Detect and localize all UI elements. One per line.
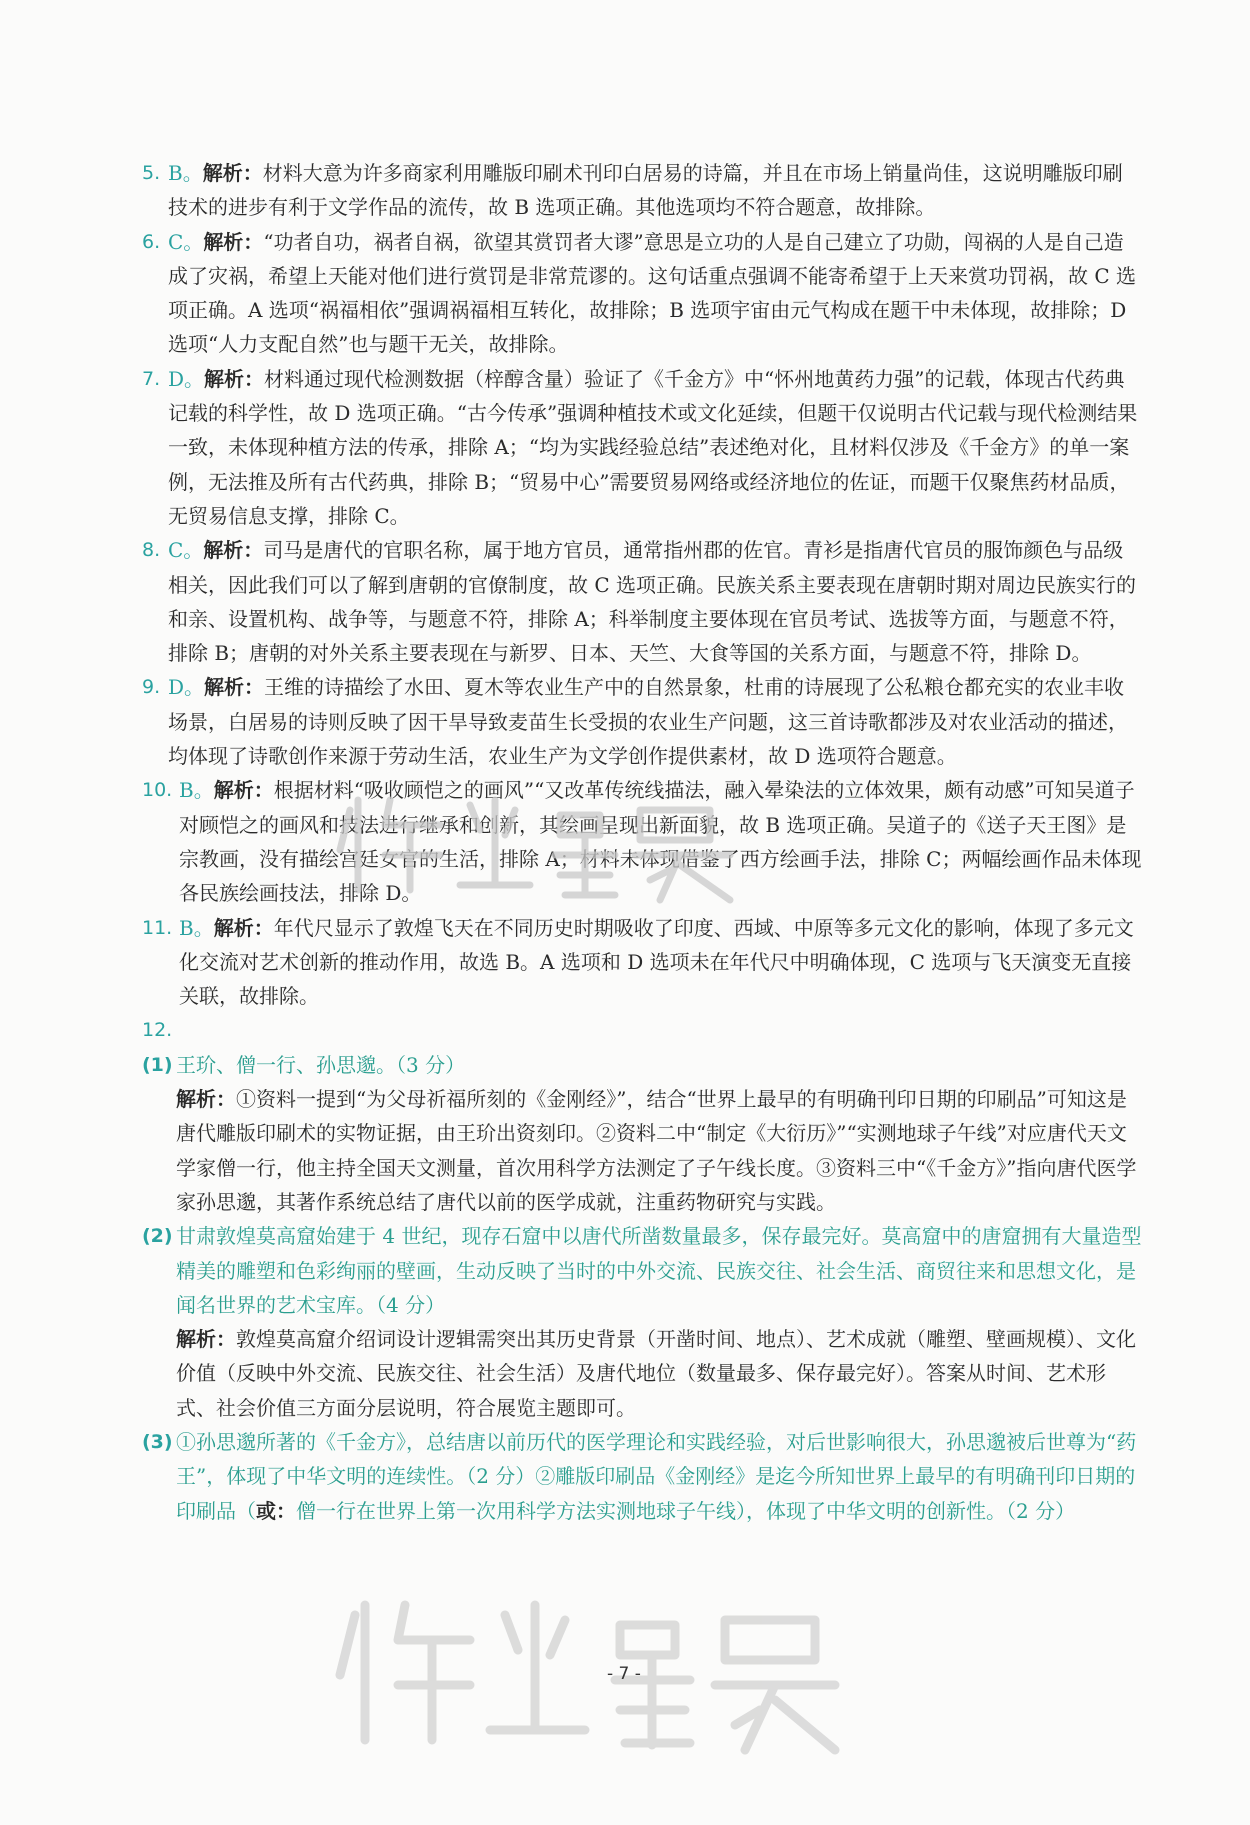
answer-choice: D。	[168, 675, 205, 700]
part-number: (3)	[142, 1430, 173, 1453]
q12-part-1-analysis	[142, 1082, 1142, 1219]
analysis-text: 年代尺显示了敦煌飞天在不同历史时期吸收了印度、西域、中原等多元文化的影响，体现了多元文化交流对艺术创新的推动作用，故选 B。A 选项和 D 选项未在年代尺中明确体现，C 选项与飞天演变无直接关联，故排除。	[179, 915, 1134, 1009]
analysis-label: 解析：	[176, 1087, 236, 1112]
page-number: - 7 -	[607, 1664, 641, 1684]
analysis-label: 解析：	[213, 915, 274, 940]
analysis-text: 王维的诗描绘了水田、夏木等农业生产中的自然景象，杜甫的诗展现了公私粮仓都充实的农业丰收场景，白居易的诗则反映了因干旱导致麦苗生长受损的农业生产问题，这三首诗歌都涉及对农业活动的描述，均体现了诗歌创作来源于劳动生活，农业生产为文学创作提供素材，故 D 选项符合题意。	[168, 675, 1128, 769]
question-number: 5.	[142, 162, 161, 184]
answer-item-6	[142, 225, 1142, 362]
answer-choice: D。	[168, 366, 205, 391]
question-number: 12.	[142, 1019, 173, 1042]
analysis-text: 司马是唐代的官职名称，属于地方官员，通常指州郡的佐官。青衫是指唐代官员的服饰颜色与品级相关，因此我们可以了解到唐朝的官僚制度，故 C 选项正确。民族关系主要表现在唐朝时期对周边民族实行的和亲、设置机构、战争等，与题意不符，排除 A；科举制度主要体现在官员考试、选拔等方面，与题意不符，排除 B；唐朝的对外关系主要表现在与新罗、日本、天竺、大食等国的关系方面，与题意不符，排除 D。	[168, 538, 1137, 666]
analysis-label: 解析：	[204, 366, 265, 391]
analysis-label: 解析：	[204, 675, 265, 700]
part-answer	[176, 1425, 1142, 1528]
part-number: (2)	[142, 1225, 173, 1248]
analysis-text: “功者自功，祸者自祸，欲望其赏罚者大谬”意思是立功的人是自己建立了功勋，闯祸的人是自己造成了灾祸，希望上天能对他们进行赏罚是非常荒谬的。这句话重点强调不能寄希望于上天来赏功罚祸，故 C 选项正确。A 选项“祸福相依”强调祸福相互转化，故排除；B 选项宇宙由元气构成在题干中未体现，故排除；D 选项“人力支配自然”也与题干无关，故排除。	[168, 229, 1137, 357]
q12-part-1	[142, 1048, 1142, 1082]
analysis-text: 根据材料“吸收顾恺之的画风”“又改革传统线描法，融入晕染法的立体效果，颇有动感”可知吴道子对顾恺之的画风和技法进行继承和创新，其绘画呈现出新面貌，故 B 选项正确。吴道子的《送子天王图》是宗教画，没有描绘宫廷女官的生活，排除 A；材料未体现借鉴了西方绘画手法，排除 C；两幅绘画作品未体现各民族绘画技法，排除 D。	[179, 778, 1142, 906]
part-answer-a: ①孙思邈所著的《千金方》，总结唐以前历代的医学理论和实践经验，对后世影响很大，孙思邈被后世尊为“药王”，体现了中华文明的连续性。（2 分）②雕版印刷品《金刚经》是迄今所知世界上最早的有明确刊印日期的印刷品（	[176, 1429, 1137, 1523]
part-number: (1)	[142, 1053, 173, 1076]
q12-part-2-analysis	[142, 1322, 1142, 1425]
answer-item-11	[142, 911, 1142, 1014]
part-answer: 王玠、僧一行、孙思邈。（3 分）	[176, 1052, 466, 1077]
question-number: 10.	[142, 779, 173, 802]
q12-part-2	[142, 1219, 1142, 1322]
question-number: 11.	[142, 916, 173, 939]
analysis-text: ①资料一提到“为父母祈福所刻的《金刚经》”，结合“世界上最早的有明确刊印日期的印刷品”可知这是唐代雕版印刷术的实物证据，由王玠出资刻印。②资料二中“制定《大衍历》”“实测地球子午线”对应唐代天文学家僧一行，他主持全国天文测量，首次用科学方法测定了子午线长度。③资料三中“《千金方》”指向唐代医学家孙思邈，其著作系统总结了唐代以前的医学成就，注重药物研究与实践。	[176, 1087, 1137, 1214]
question-number: 8.	[142, 539, 161, 562]
answer-item-9	[142, 670, 1142, 773]
question-number: 9.	[142, 676, 161, 699]
answer-content	[142, 156, 1142, 1528]
answer-choice: B。	[179, 915, 214, 940]
answer-item-10	[142, 773, 1142, 910]
analysis-text: 材料大意为许多商家利用雕版印刷术刊印白居易的诗篇，并且在市场上销量尚佳，这说明雕版印刷技术的进步有利于文学作品的流传，故 B 选项正确。其他选项均不符合题意，故排除。	[168, 161, 1123, 220]
answer-choice: C。	[168, 538, 204, 563]
question-number: 7.	[142, 367, 161, 390]
part-answer-b: 僧一行在世界上第一次用科学方法实测地球子午线），体现了中华文明的创新性。（2 分）	[296, 1498, 1076, 1523]
analysis-label: 解析：	[203, 538, 264, 563]
answer-item-5	[142, 156, 1142, 225]
or-label: 或：	[256, 1498, 296, 1523]
q12-part-3	[142, 1425, 1142, 1528]
watermark-logo-bottom	[330, 1565, 850, 1765]
analysis-label: 解析：	[203, 229, 264, 254]
question-number: 6.	[142, 230, 161, 253]
answer-choice: B。	[179, 778, 214, 803]
analysis-label: 解析：	[213, 778, 274, 803]
analysis-text: 敦煌莫高窟介绍词设计逻辑需突出其历史背景（开凿时间、地点）、艺术成就（雕塑、壁画规模）、文化价值（反映中外交流、民族交往、社会生活）及唐代地位（数量最多、保存最完好）。答案从时间、艺术形式、社会价值三方面分层说明，符合展览主题即可。	[176, 1327, 1136, 1420]
part-answer: 甘肃敦煌莫高窟始建于 4 世纪，现存石窟中以唐代所凿数量最多，保存最完好。莫高窟中的唐窟拥有大量造型精美的雕塑和色彩绚丽的壁画，生动反映了当时的中外交流、民族交往、社会生活、商贸往来和思想文化，是闻名世界的艺术宝库。（4 分）	[176, 1224, 1142, 1317]
answer-item-7	[142, 362, 1142, 533]
analysis-text: 材料通过现代检测数据（梓醇含量）验证了《千金方》中“怀州地黄药力强”的记载，体现古代药典记载的科学性，故 D 选项正确。“古今传承”强调种植技术或文化延续，但题干仅说明古代记载与现代检测结果一致，未体现种植方法的传承，排除 A；“均为实践经验总结”表述绝对化，且材料仅涉及《千金方》的单一案例，无法推及所有古代药典，排除 B；“贸易中心”需要贸易网络或经济地位的佐证，而题干仅聚焦药材品质，无贸易信息支撑，排除 C。	[168, 366, 1138, 528]
analysis-label: 解析：	[176, 1327, 236, 1352]
answer-item-8	[142, 533, 1142, 670]
answer-choice: C。	[168, 229, 204, 254]
answer-item-12	[142, 1013, 1142, 1047]
answer-choice: B。	[168, 161, 203, 185]
analysis-label: 解析：	[202, 161, 263, 185]
